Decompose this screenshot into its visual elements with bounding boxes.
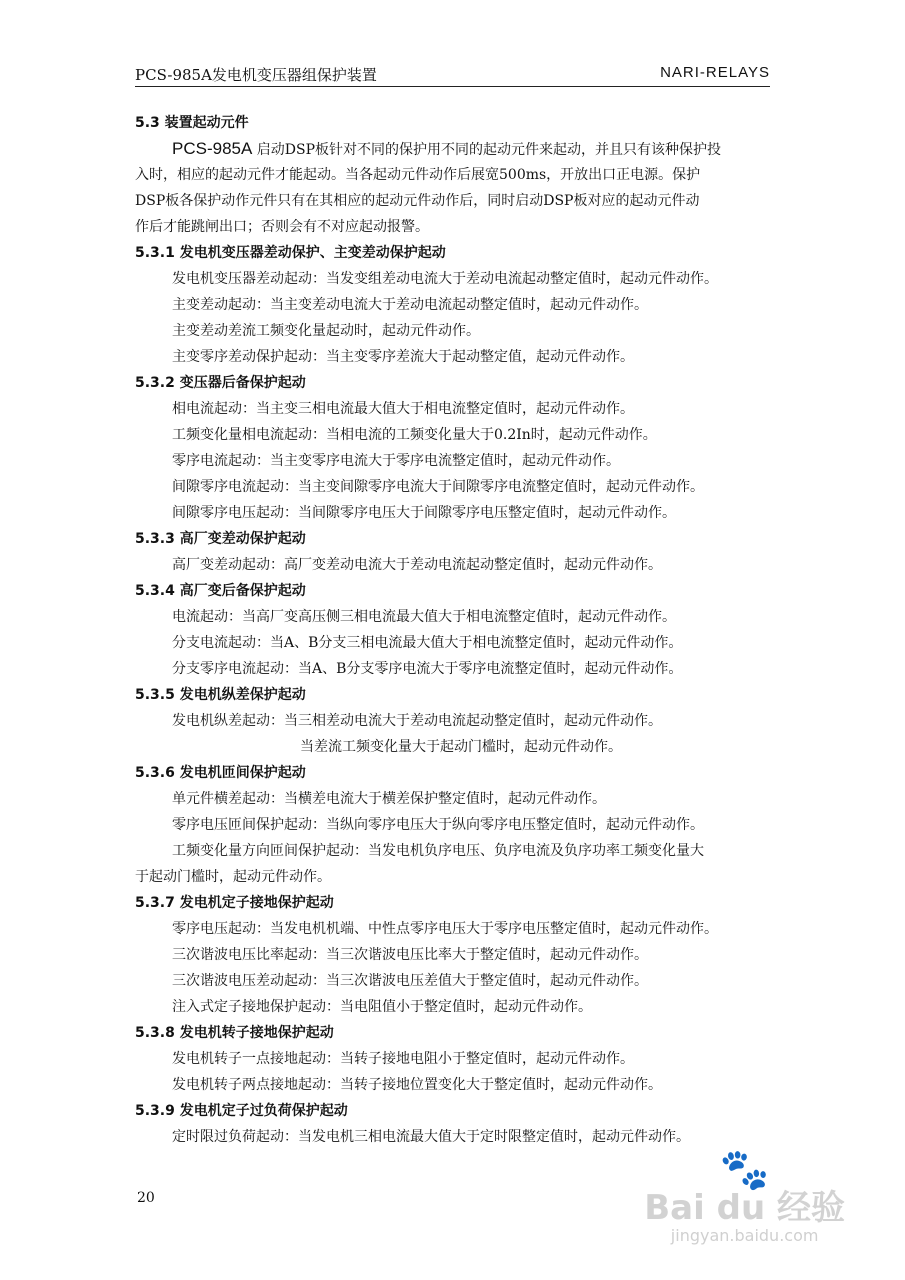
subsection-title: 5.3.6 发电机匝间保护起动	[135, 765, 306, 781]
intro-line-1-text: 启动DSP板针对不同的保护用不同的起动元件来起动，并且只有该种保护投	[252, 142, 722, 158]
subsection-title: 5.3.5 发电机纵差保护起动	[135, 687, 306, 703]
paragraph-line: 相电流起动：当主变三相电流最大值大于相电流整定值时，起动元件动作。	[172, 401, 634, 417]
intro-line-4: 作后才能跳闸出口；否则会有不对应起动报警。	[135, 219, 429, 235]
paragraph-line: 间隙零序电流起动：当主变间隙零序电流大于间隙零序电流整定值时，起动元件动作。	[172, 479, 704, 495]
paragraph-line: 工频变化量方向匝间保护起动：当发电机负序电压、负序电流及负序功率工频变化量大	[172, 843, 704, 859]
paragraph-line: 分支零序电流起动：当A、B分支零序电流大于零序电流整定值时，起动元件动作。	[172, 661, 683, 677]
paragraph-line: 于起动门槛时，起动元件动作。	[135, 869, 331, 885]
subsection-title: 5.3.4 高厂变后备保护起动	[135, 583, 306, 599]
paragraph-line: 零序电流起动：当主变零序电流大于零序电流整定值时，起动元件动作。	[172, 453, 620, 469]
paragraph-line: 发电机转子一点接地起动：当转子接地电阻小于整定值时，起动元件动作。	[172, 1051, 634, 1067]
watermark-url: jingyan.baidu.com	[670, 1226, 819, 1245]
subsection-title: 5.3.9 发电机定子过负荷保护起动	[135, 1103, 348, 1119]
paragraph-line: 发电机转子两点接地起动：当转子接地位置变化大于整定值时，起动元件动作。	[172, 1077, 662, 1093]
header-brand: NARI-RELAYS	[660, 64, 770, 81]
subsection-title: 5.3.7 发电机定子接地保护起动	[135, 895, 334, 911]
paragraph-line: 三次谐波电压差动起动：当三次谐波电压差值大于整定值时，起动元件动作。	[172, 973, 648, 989]
paragraph-line: 间隙零序电压起动：当间隙零序电压大于间隙零序电压整定值时，起动元件动作。	[172, 505, 676, 521]
intro-line-2: 入时，相应的起动元件才能起动。当各起动元件动作后展宽500ms，开放出口正电源。保护	[135, 167, 701, 183]
watermark-brand: Bai du 经验	[644, 1188, 845, 1228]
paragraph-line: 零序电压匝间保护起动：当纵向零序电压大于纵向零序电压整定值时，起动元件动作。	[172, 817, 704, 833]
section-title: 5.3 装置起动元件	[135, 115, 249, 131]
paragraph-line: 主变差动起动：当主变差动电流大于差动电流起动整定值时，起动元件动作。	[172, 297, 648, 313]
subsection-title: 5.3.2 变压器后备保护起动	[135, 375, 306, 391]
header-title: PCS-985A发电机变压器组保护装置	[135, 66, 377, 84]
paragraph-line: 零序电压起动：当发电机机端、中性点零序电压大于零序电压整定值时，起动元件动作。	[172, 921, 718, 937]
paw-icon: 🐾	[719, 1147, 770, 1193]
subsection-title: 5.3.3 高厂变差动保护起动	[135, 531, 306, 547]
document-body	[135, 110, 775, 1150]
paragraph-line: 工频变化量相电流起动：当相电流的工频变化量大于0.2In时，起动元件动作。	[172, 427, 657, 443]
paragraph-line: 电流起动：当高厂变高压侧三相电流最大值大于相电流整定值时，起动元件动作。	[172, 609, 676, 625]
intro-line-1	[135, 136, 775, 162]
paragraph-line: 发电机纵差起动：当三相差动电流大于差动电流起动整定值时，起动元件动作。	[172, 713, 662, 729]
intro-line-3: DSP板各保护动作元件只有在其相应的起动元件动作后，同时启动DSP板对应的起动元件动	[135, 193, 700, 209]
page-header	[135, 62, 770, 87]
subsection-title: 5.3.1 发电机变压器差动保护、主变差动保护起动	[135, 245, 446, 261]
paragraph-line: 当差流工频变化量大于起动门槛时，起动元件动作。	[300, 739, 622, 755]
paragraph-line: 三次谐波电压比率起动：当三次谐波电压比率大于整定值时，起动元件动作。	[172, 947, 648, 963]
intro-lead: PCS-985A	[172, 139, 253, 158]
paragraph-line: 主变零序差动保护起动：当主变零序差流大于起动整定值，起动元件动作。	[172, 349, 634, 365]
paragraph-line: 高厂变差动起动：高厂变差动电流大于差动电流起动整定值时，起动元件动作。	[172, 557, 662, 573]
baidu-watermark	[644, 1147, 845, 1245]
paragraph-line: 注入式定子接地保护起动：当电阻值小于整定值时，起动元件动作。	[172, 999, 592, 1015]
paragraph-line: 分支电流起动：当A、B分支三相电流最大值大于相电流整定值时，起动元件动作。	[172, 635, 683, 651]
paragraph-line: 主变差动差流工频变化量起动时，起动元件动作。	[172, 323, 480, 339]
subsection-title: 5.3.8 发电机转子接地保护起动	[135, 1025, 334, 1041]
paragraph-line: 单元件横差起动：当横差电流大于横差保护整定值时，起动元件动作。	[172, 791, 606, 807]
paragraph-line: 发电机变压器差动起动：当发变组差动电流大于差动电流起动整定值时，起动元件动作。	[172, 271, 718, 287]
page-number: 20	[137, 1190, 155, 1206]
paragraph-line: 定时限过负荷起动：当发电机三相电流最大值大于定时限整定值时，起动元件动作。	[172, 1129, 690, 1145]
